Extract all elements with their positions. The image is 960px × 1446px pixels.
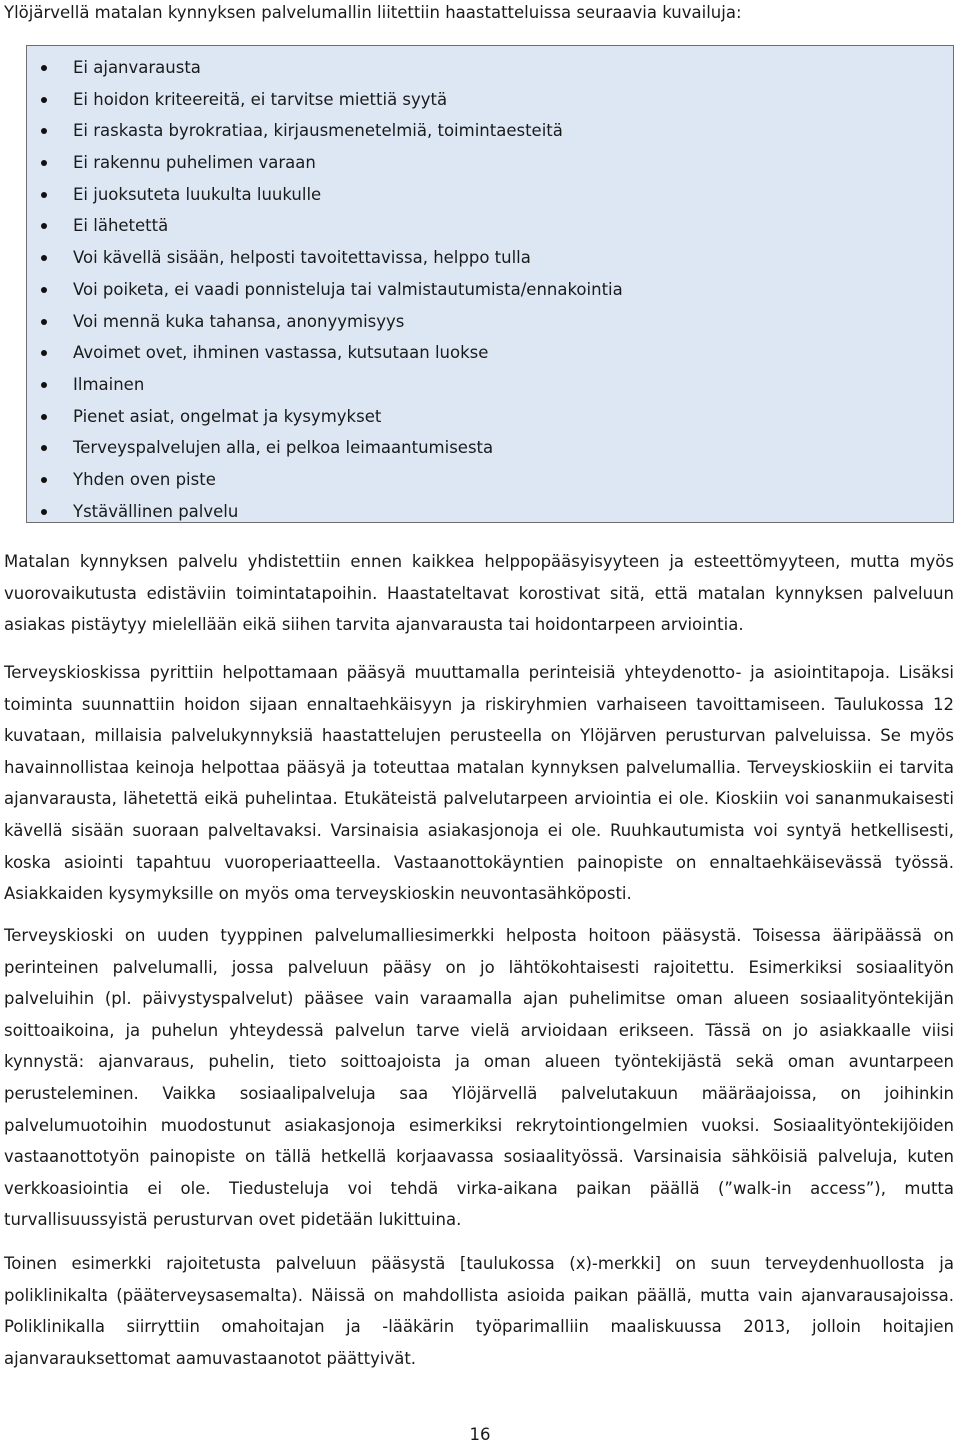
list-item-text: Ei lähetettä bbox=[73, 216, 169, 236]
bullet-icon bbox=[41, 97, 47, 103]
bullet-icon bbox=[41, 128, 47, 134]
bullet-icon bbox=[41, 509, 47, 515]
bullet-icon bbox=[41, 223, 47, 229]
interview-descriptions-box bbox=[26, 45, 954, 523]
list-item bbox=[27, 179, 623, 211]
bullet-icon bbox=[41, 382, 47, 388]
bullet-icon bbox=[41, 160, 47, 166]
list-item bbox=[27, 306, 623, 338]
list-item bbox=[27, 464, 623, 496]
bullet-icon bbox=[41, 477, 47, 483]
list-item-text: Ilmainen bbox=[73, 374, 145, 394]
bullet-icon bbox=[41, 192, 47, 198]
list-item bbox=[27, 84, 623, 116]
list-item-text: Ei ajanvarausta bbox=[73, 58, 201, 77]
list-item-text: Ei hoidon kriteereitä, ei tarvitse miettiä syytä bbox=[73, 89, 448, 109]
paragraph-restricted-access-example: Toinen esimerkki rajoitetusta palveluun pääsystä [taulukossa (x)-merkki] on suun terveydenhuollosta ja poliklinikalta (pääterveysasemalta). Näissä on mahdollista asioida paikan päällä, mutta vain ajanvarausajoissa. Poliklinikalla siirryttiin omahoitajan ja -lääkärin työparimalliin maaliskuussa 2013, jolloin hoitajien ajanvarauksettomat aamuvastaanotot päättyivät. bbox=[4, 1254, 954, 1368]
list-item-text: Voi poiketa, ei vaadi ponnisteluja tai valmistautumista/ennakointia bbox=[73, 279, 623, 299]
list-item bbox=[27, 496, 623, 528]
paragraph-low-threshold-definition: Matalan kynnyksen palvelu yhdistettiin ennen kaikkea helppopääsyisyyteen ja esteettömyyteen, mutta myös vuorovaikutusta edistäviin toimintatapoihin. Haastateltavat korostivat sitä, että matalan kynnyksen palveluun asiakas pistäytyy mielellään eikä siihen tarvita ajanvarausta tai hoidontarpeen arviointia. bbox=[4, 552, 954, 635]
page-number: 16 bbox=[469, 1425, 491, 1444]
bullet-icon bbox=[41, 287, 47, 293]
list-item-text: Ei juoksuteta luukulta luukulle bbox=[73, 184, 322, 204]
list-item bbox=[27, 115, 623, 147]
list-item bbox=[27, 369, 623, 401]
description-list bbox=[27, 52, 623, 527]
list-item-text: Ei rakennu puhelimen varaan bbox=[73, 153, 316, 173]
bullet-icon bbox=[41, 319, 47, 325]
bullet-icon bbox=[41, 414, 47, 420]
list-item bbox=[27, 210, 623, 242]
list-item bbox=[27, 274, 623, 306]
list-item bbox=[27, 432, 623, 464]
list-item-text: Yhden oven piste bbox=[73, 469, 216, 489]
bullet-icon bbox=[41, 445, 47, 451]
list-item-text: Terveyspalvelujen alla, ei pelkoa leimaantumisesta bbox=[73, 438, 494, 458]
bullet-icon bbox=[41, 65, 47, 71]
list-item-text: Voi kävellä sisään, helposti tavoitettavissa, helppo tulla bbox=[73, 248, 531, 268]
list-item-text: Voi mennä kuka tahansa, anonyymisyys bbox=[73, 311, 405, 331]
list-item bbox=[27, 242, 623, 274]
list-item bbox=[27, 401, 623, 433]
list-item-text: Ystävällinen palvelu bbox=[73, 501, 239, 521]
bullet-icon bbox=[41, 350, 47, 356]
list-item-text: Ei raskasta byrokratiaa, kirjausmenetelmiä, toimintaesteitä bbox=[73, 121, 563, 141]
list-item-text: Pienet asiat, ongelmat ja kysymykset bbox=[73, 406, 382, 426]
list-item-text: Avoimet ovet, ihminen vastassa, kutsutaan luokse bbox=[73, 343, 489, 363]
list-item bbox=[27, 337, 623, 369]
paragraph-health-kiosk: Terveyskioskissa pyrittiin helpottamaan pääsyä muuttamalla perinteisiä yhteydenotto- ja asiointitapoja. Lisäksi toiminta suunnattiin hoidon sijaan ennaltaehkäisyyn ja riskiryhmien varhaiseen tavoittamiseen. Taulukossa 12 kuvataan, millaisia palvelukynnyksiä haastattelujen perusteella on Ylöjärven perusturvan palveluissa. Se myös havainnollistaa keinoja helpottaa pääsyä ja toteuttaa matalan kynnyksen palvelumallia. Terveyskioskiin ei tarvita ajanvarausta, lähetettä eikä puhelintaa. Etukäteistä palvelutarpeen arviointia ei ole. Kioskiin voi sananmukaisesti kävellä sisään suoraan palveltavaksi. Varsinaisia asiakasjonoja ei ole. Ruuhkautumista voi syntyä hetkellisesti, koska asiointi tapahtuu vuoroperiaatteella. Vastaanottokäyntien painopiste on ennaltaehkäisevässä työssä. Asiakkaiden kysymyksille on myös oma terveyskioskin neuvontasähköposti. bbox=[4, 663, 954, 904]
intro-line: Ylöjärvellä matalan kynnyksen palvelumallin liitettiin haastatteluissa seuraavia kuvailuja: bbox=[4, 3, 742, 22]
bullet-icon bbox=[41, 255, 47, 261]
paragraph-service-models: Terveyskioski on uuden tyyppinen palvelumalliesimerkki helposta hoitoon pääsystä. Toisessa ääripäässä on perinteinen palvelumalli, jossa palveluun pääsy on jo lähtökohtaisesti rajoitettu. Esimerkiksi sosiaalityön palveluihin (pl. päivystyspalvelut) pääsee vain varaamalla ajan puhelimitse oman alueen sosiaalityöntekijän soittoaikoina, ja puhelun yhteydessä palvelun tarve vielä arvioidaan erikseen. Tässä on jo asiakkaalle viisi kynnystä: ajanvaraus, puhelin, tieto soittoajoista ja oman alueen työntekijästä sekä oman avuntarpeen perusteleminen. Vaikka sosiaalipalveluja saa Ylöjärvellä palvelutakuun määräajoissa, on joihinkin palvelumuotoihin muodostunut asiakasjonoja esimerkiksi rekrytointiongelmien vuoksi. Sosiaalityöntekijöiden vastaanottotyön painopiste on tällä hetkellä korjaavassa sosiaalityössä. Varsinaisia sähköisiä palveluja, kuten verkkoasiointia ei ole. Tiedusteluja voi tehdä virka-aikana paikan päällä (”walk-in access”), mutta turvallisuussyistä perusturvan ovet pidetään lukittuina. bbox=[4, 926, 954, 1230]
list-item bbox=[27, 147, 623, 179]
list-item bbox=[27, 52, 623, 84]
